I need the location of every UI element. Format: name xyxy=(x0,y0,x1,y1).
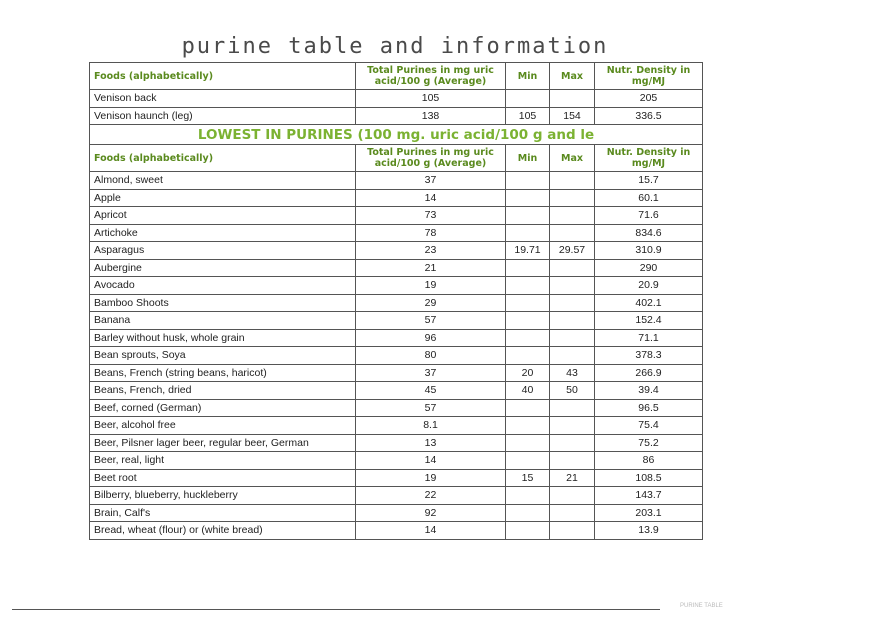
header-food: Foods (alphabetically) xyxy=(90,63,356,90)
cell-food: Venison back xyxy=(90,90,356,108)
cell-food: Banana xyxy=(90,312,356,330)
cell-food: Avocado xyxy=(90,277,356,295)
cell-density: 290 xyxy=(595,259,703,277)
cell-density: 378.3 xyxy=(595,347,703,365)
cell-max xyxy=(550,504,595,522)
cell-min xyxy=(506,347,550,365)
cell-min xyxy=(506,294,550,312)
cell-food: Barley without husk, whole grain xyxy=(90,329,356,347)
cell-min xyxy=(506,329,550,347)
cell-density: 75.2 xyxy=(595,434,703,452)
cell-food: Artichoke xyxy=(90,224,356,242)
table-row xyxy=(90,522,703,540)
cell-min: 19.71 xyxy=(506,242,550,260)
cell-density: 20.9 xyxy=(595,277,703,295)
table-row xyxy=(90,312,703,330)
cell-max xyxy=(550,329,595,347)
header-min: Min xyxy=(506,63,550,90)
cell-total: 19 xyxy=(356,277,506,295)
header-density: Nutr. Density in mg/MJ xyxy=(595,63,703,90)
cell-total: 96 xyxy=(356,329,506,347)
table-row xyxy=(90,172,703,190)
cell-total: 45 xyxy=(356,382,506,400)
cell-total: 78 xyxy=(356,224,506,242)
cell-total: 19 xyxy=(356,469,506,487)
cell-max xyxy=(550,224,595,242)
header-food: Foods (alphabetically) xyxy=(90,145,356,172)
cell-max xyxy=(550,312,595,330)
cell-total: 92 xyxy=(356,504,506,522)
cell-food: Bread, wheat (flour) or (white bread) xyxy=(90,522,356,540)
table-row xyxy=(90,224,703,242)
cell-max: 29.57 xyxy=(550,242,595,260)
cell-density: 71.1 xyxy=(595,329,703,347)
cell-total: 57 xyxy=(356,312,506,330)
cell-min xyxy=(506,522,550,540)
cell-total: 57 xyxy=(356,399,506,417)
cell-total: 23 xyxy=(356,242,506,260)
cell-total: 138 xyxy=(356,107,506,125)
cell-density: 203.1 xyxy=(595,504,703,522)
cell-min: 40 xyxy=(506,382,550,400)
cell-min xyxy=(506,189,550,207)
cell-density: 336.5 xyxy=(595,107,703,125)
cell-food: Beet root xyxy=(90,469,356,487)
cell-food: Asparagus xyxy=(90,242,356,260)
cell-density: 75.4 xyxy=(595,417,703,435)
table-row xyxy=(90,294,703,312)
cell-food: Beans, French, dried xyxy=(90,382,356,400)
cell-min xyxy=(506,259,550,277)
cell-food: Venison haunch (leg) xyxy=(90,107,356,125)
cell-density: 402.1 xyxy=(595,294,703,312)
cell-min: 20 xyxy=(506,364,550,382)
cell-food: Apricot xyxy=(90,207,356,225)
cell-max xyxy=(550,347,595,365)
cell-density: 310.9 xyxy=(595,242,703,260)
cell-max xyxy=(550,434,595,452)
cell-max: 50 xyxy=(550,382,595,400)
cell-density: 152.4 xyxy=(595,312,703,330)
cell-food: Bean sprouts, Soya xyxy=(90,347,356,365)
cell-food: Beer, Pilsner lager beer, regular beer, German xyxy=(90,434,356,452)
cell-density: 60.1 xyxy=(595,189,703,207)
cell-density: 108.5 xyxy=(595,469,703,487)
table-row xyxy=(90,242,703,260)
cell-min xyxy=(506,417,550,435)
footer-note: PURINE TABLE xyxy=(680,603,723,609)
cell-max xyxy=(550,90,595,108)
section-heading-row xyxy=(90,125,703,145)
table-row xyxy=(90,504,703,522)
cell-max xyxy=(550,487,595,505)
table-row xyxy=(90,469,703,487)
table-row xyxy=(90,207,703,225)
cell-total: 80 xyxy=(356,347,506,365)
cell-max xyxy=(550,259,595,277)
cell-density: 39.4 xyxy=(595,382,703,400)
cell-min xyxy=(506,90,550,108)
cell-total: 73 xyxy=(356,207,506,225)
cell-max xyxy=(550,277,595,295)
cell-max xyxy=(550,452,595,470)
cell-total: 21 xyxy=(356,259,506,277)
cell-max xyxy=(550,399,595,417)
table-row xyxy=(90,259,703,277)
cell-food: Beans, French (string beans, haricot) xyxy=(90,364,356,382)
cell-density: 834.6 xyxy=(595,224,703,242)
table-row xyxy=(90,382,703,400)
cell-min xyxy=(506,434,550,452)
cell-density: 266.9 xyxy=(595,364,703,382)
cell-density: 13.9 xyxy=(595,522,703,540)
header-max: Max xyxy=(550,145,595,172)
cell-min xyxy=(506,207,550,225)
cell-food: Almond, sweet xyxy=(90,172,356,190)
cell-food: Brain, Calf's xyxy=(90,504,356,522)
cell-min xyxy=(506,487,550,505)
cell-food: Beef, corned (German) xyxy=(90,399,356,417)
cell-max xyxy=(550,522,595,540)
table-row xyxy=(90,452,703,470)
cell-min xyxy=(506,504,550,522)
cell-density: 86 xyxy=(595,452,703,470)
table-row xyxy=(90,399,703,417)
header-total: Total Purines in mg uric acid/100 g (Average) xyxy=(356,145,506,172)
cell-density: 205 xyxy=(595,90,703,108)
cell-density: 15.7 xyxy=(595,172,703,190)
cell-min: 105 xyxy=(506,107,550,125)
header-max: Max xyxy=(550,63,595,90)
cell-total: 14 xyxy=(356,522,506,540)
cell-density: 71.6 xyxy=(595,207,703,225)
purine-table xyxy=(89,62,703,540)
section-heading: LOWEST IN PURINES (100 mg. uric acid/100 g and le xyxy=(90,125,703,145)
cell-total: 37 xyxy=(356,364,506,382)
cell-density: 143.7 xyxy=(595,487,703,505)
footer-rule xyxy=(12,609,660,610)
cell-max: 43 xyxy=(550,364,595,382)
cell-density: 96.5 xyxy=(595,399,703,417)
cell-total: 13 xyxy=(356,434,506,452)
cell-max xyxy=(550,294,595,312)
cell-total: 8.1 xyxy=(356,417,506,435)
cell-max: 21 xyxy=(550,469,595,487)
cell-food: Bilberry, blueberry, huckleberry xyxy=(90,487,356,505)
cell-min xyxy=(506,452,550,470)
cell-total: 105 xyxy=(356,90,506,108)
cell-food: Aubergine xyxy=(90,259,356,277)
table-row xyxy=(90,107,703,125)
cell-min xyxy=(506,224,550,242)
header-row xyxy=(90,145,703,172)
table-row xyxy=(90,417,703,435)
table-row xyxy=(90,347,703,365)
header-min: Min xyxy=(506,145,550,172)
cell-max xyxy=(550,189,595,207)
cell-total: 14 xyxy=(356,452,506,470)
cell-food: Beer, real, light xyxy=(90,452,356,470)
table-row xyxy=(90,277,703,295)
cell-max xyxy=(550,417,595,435)
cell-food: Apple xyxy=(90,189,356,207)
cell-min xyxy=(506,172,550,190)
cell-total: 14 xyxy=(356,189,506,207)
table-row xyxy=(90,364,703,382)
table-row xyxy=(90,90,703,108)
cell-min: 15 xyxy=(506,469,550,487)
header-row xyxy=(90,63,703,90)
cell-min xyxy=(506,399,550,417)
page-title: purine table and information xyxy=(181,34,609,59)
cell-max: 154 xyxy=(550,107,595,125)
cell-max xyxy=(550,172,595,190)
cell-food: Bamboo Shoots xyxy=(90,294,356,312)
cell-max xyxy=(550,207,595,225)
header-total: Total Purines in mg uric acid/100 g (Average) xyxy=(356,63,506,90)
table-row xyxy=(90,329,703,347)
table-row xyxy=(90,189,703,207)
cell-total: 29 xyxy=(356,294,506,312)
cell-total: 37 xyxy=(356,172,506,190)
cell-food: Beer, alcohol free xyxy=(90,417,356,435)
table-row xyxy=(90,487,703,505)
table-row xyxy=(90,434,703,452)
cell-min xyxy=(506,312,550,330)
cell-total: 22 xyxy=(356,487,506,505)
table-body xyxy=(90,63,703,540)
cell-min xyxy=(506,277,550,295)
header-density: Nutr. Density in mg/MJ xyxy=(595,145,703,172)
